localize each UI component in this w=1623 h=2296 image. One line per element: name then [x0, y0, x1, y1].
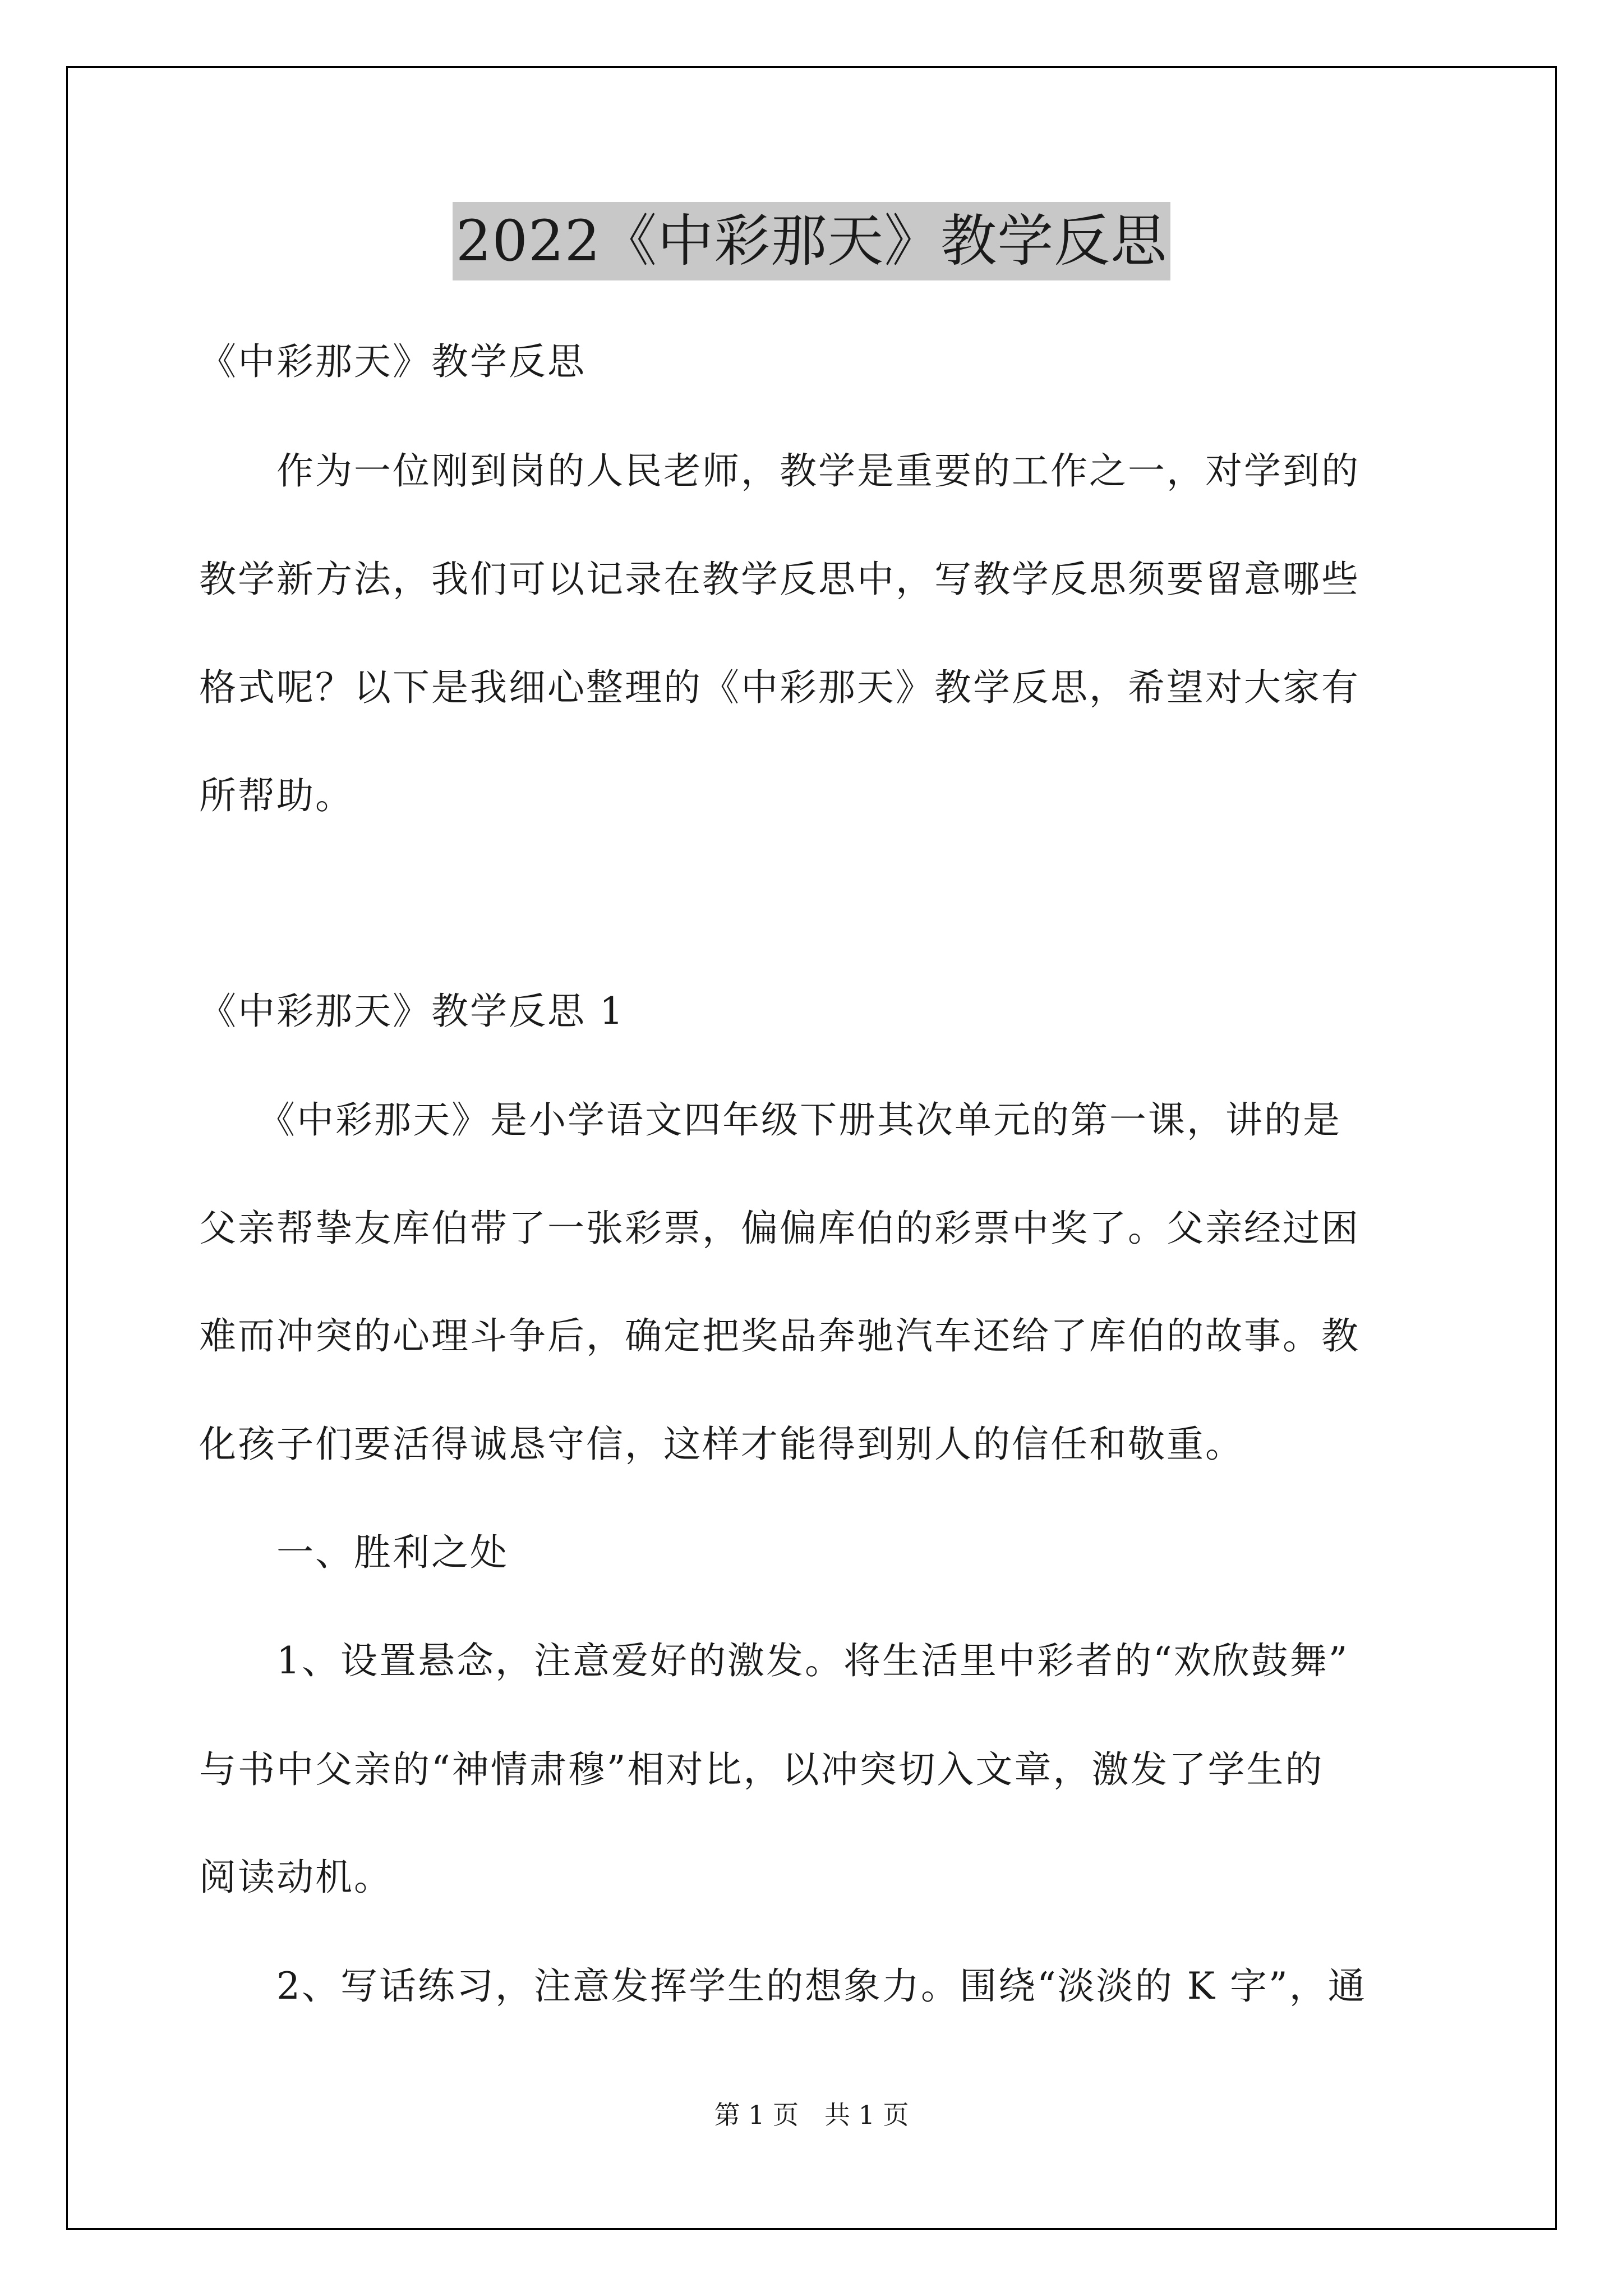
paragraph-line: 父亲帮挚友库伯带了一张彩票，偏偏库伯的彩票中奖了。父亲经过困: [199, 1207, 1360, 1250]
section-heading-intro: 《中彩那天》教学反思: [199, 340, 586, 383]
paragraph-line: 1、设置悬念，注意爱好的激发。将生活里中彩者的“欢欣鼓舞”: [199, 1639, 1349, 1682]
paragraph-line: 阅读动机。: [199, 1856, 393, 1899]
paragraph-line: 教学新方法，我们可以记录在教学反思中，写教学反思须要留意哪些: [199, 558, 1360, 601]
paragraph-line: 作为一位刚到岗的人民老师，教学是重要的工作之一，对学到的: [199, 449, 1360, 493]
subheading-success: 一、胜利之处: [199, 1531, 509, 1574]
paragraph-line: 化孩子们要活得诚恳守信，这样才能得到别人的信任和敬重。: [199, 1423, 1244, 1466]
paragraph-line: 所帮助。: [199, 774, 354, 817]
paragraph-line: 2、写话练习，注意发挥学生的想象力。围绕“淡淡的 K 字”，通: [199, 1964, 1367, 2008]
paragraph-line: 难而冲突的心理斗争后，确定把奖品奔驰汽车还给了库伯的故事。教: [199, 1314, 1360, 1358]
section-heading-1: 《中彩那天》教学反思 1: [199, 990, 625, 1033]
page-border: [66, 66, 1557, 2230]
paragraph-line: 《中彩那天》是小学语文四年级下册其次单元的第一课，讲的是: [199, 1098, 1341, 1142]
page-footer: 第 1 页 共 1 页: [714, 2100, 909, 2130]
paragraph-line: 与书中父亲的“神情肃穆”相对比，以冲突切入文章，激发了学生的: [199, 1748, 1324, 1791]
document-title: 2022《中彩那天》教学反思: [453, 202, 1171, 280]
title-container: [0, 202, 1623, 280]
paragraph-line: 格式呢？以下是我细心整理的《中彩那天》教学反思，希望对大家有: [199, 666, 1360, 709]
